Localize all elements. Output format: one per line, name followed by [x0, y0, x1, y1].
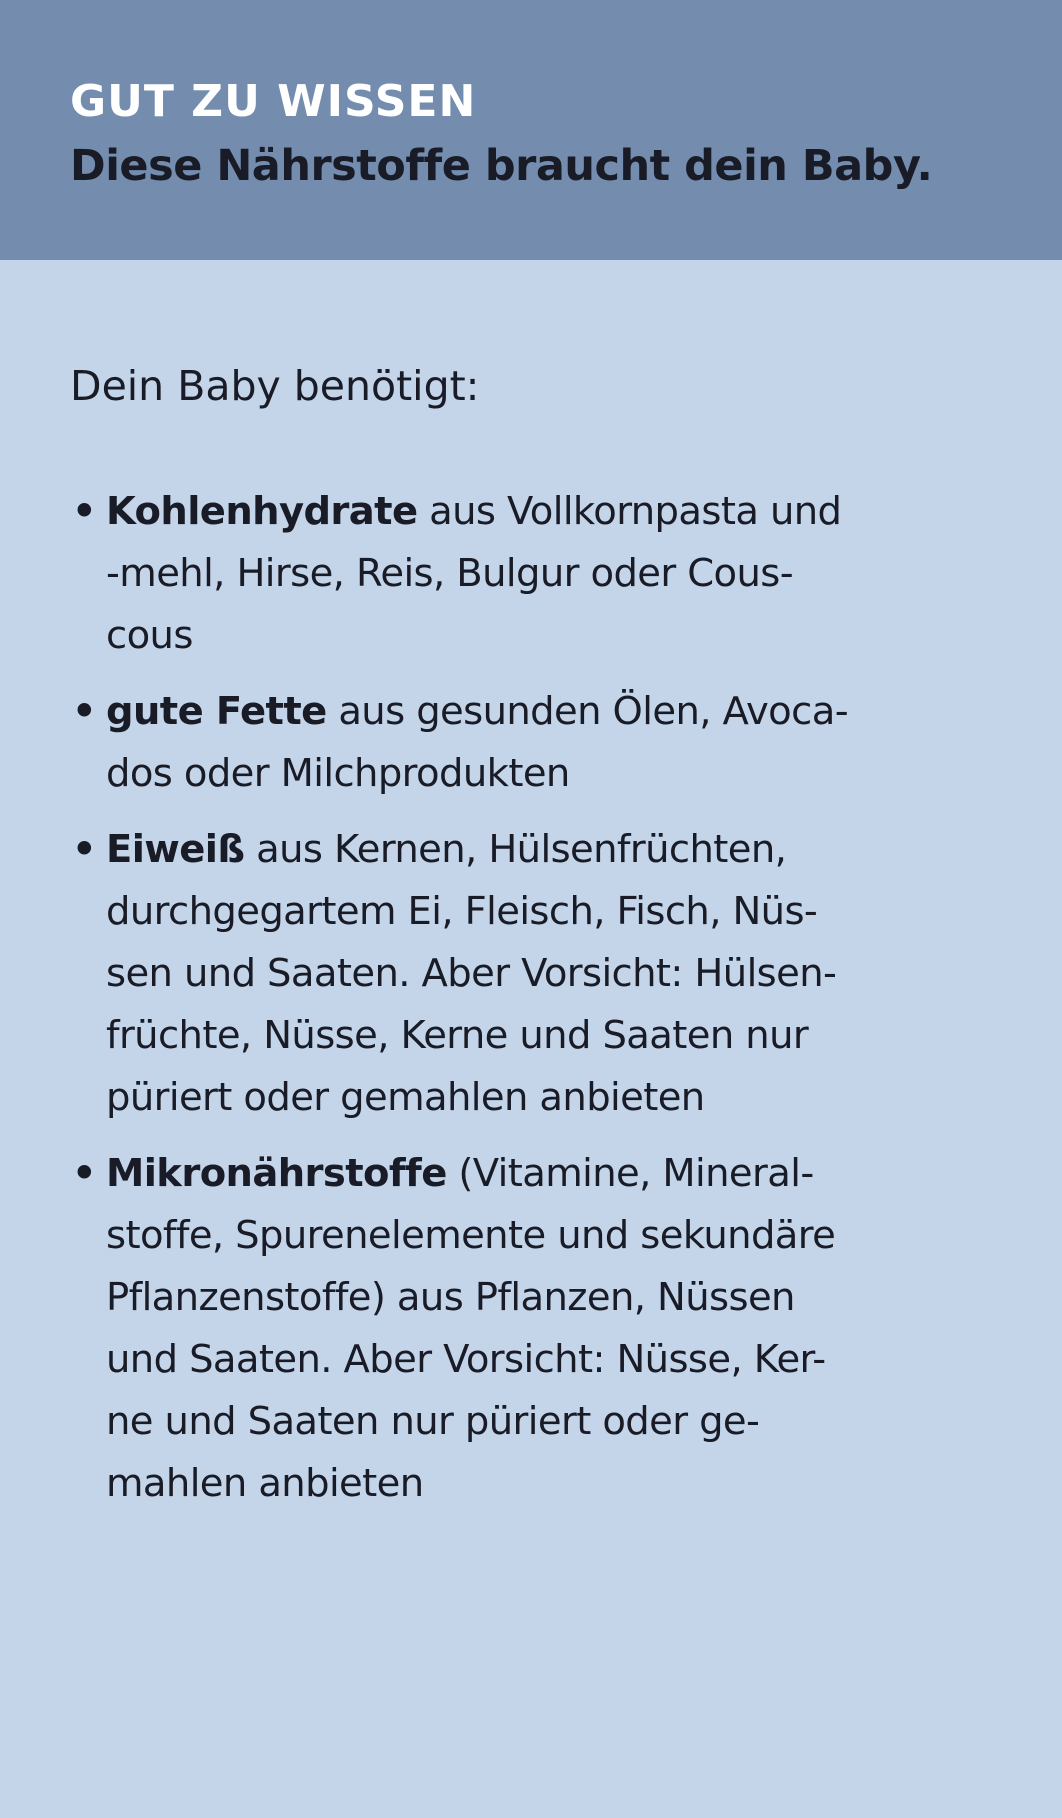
list-item-term: Mikronährstoffe	[106, 1151, 447, 1196]
list-item-line: mahlen anbieten	[106, 1461, 424, 1506]
list-item-line: stoffe, Spurenelemente und sekundäre	[106, 1213, 836, 1258]
bullet-icon: •	[72, 489, 97, 534]
bullet-icon: •	[72, 689, 97, 734]
list-item-line: und Saaten. Aber Vorsicht: Nüsse, Ker-	[106, 1337, 826, 1382]
main-content	[70, 355, 1000, 1529]
page-title: Diese Nährstoffe braucht dein Baby.	[70, 141, 933, 191]
list-item-line: Pflanzenstoffe) aus Pflanzen, Nüssen	[106, 1275, 795, 1320]
list-item-line: sen und Saaten. Aber Vorsicht: Hülsen-	[106, 951, 837, 996]
intro-text: Dein Baby benötigt:	[70, 362, 480, 410]
list-item-term: gute Fette	[106, 689, 327, 734]
list-item-line: durchgegartem Ei, Fleisch, Fisch, Nüs-	[106, 889, 818, 934]
bullet-icon: •	[72, 827, 97, 872]
list-item-eiweiss	[70, 819, 1000, 1129]
list-item-gute-fette	[70, 681, 1000, 805]
list-item-line: aus gesunden Ölen, Avoca-	[338, 689, 848, 734]
list-item-line: dos oder Milchprodukten	[106, 751, 570, 796]
list-item-line: cous	[106, 613, 193, 658]
list-item-line: aus Vollkornpasta und	[429, 489, 842, 534]
list-item-kohlenhydrate	[70, 481, 1000, 667]
list-item-term: Kohlenhydrate	[106, 489, 418, 534]
section-kicker: GUT ZU WISSEN	[70, 76, 477, 127]
list-item-line: (Vitamine, Mineral-	[458, 1151, 814, 1196]
nutrient-list	[70, 481, 1000, 1515]
list-item-line: früchte, Nüsse, Kerne und Saaten nur	[106, 1013, 809, 1058]
list-item-line: ne und Saaten nur püriert oder ge-	[106, 1399, 760, 1444]
list-item-line: püriert oder gemahlen anbieten	[106, 1075, 705, 1120]
list-item-line: -mehl, Hirse, Reis, Bulgur oder Cous-	[106, 551, 794, 596]
list-item-mikronaehrstoffe	[70, 1143, 1000, 1515]
list-item-term: Eiweiß	[106, 827, 245, 872]
bullet-icon: •	[72, 1151, 97, 1196]
list-item-line: aus Kernen, Hülsenfrüchten,	[256, 827, 787, 872]
header-band	[0, 0, 1062, 260]
